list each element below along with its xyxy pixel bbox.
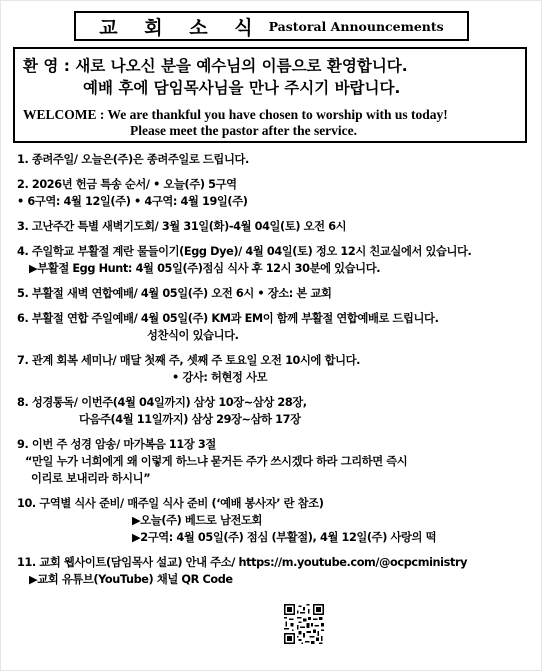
item-10-line2: ▶오늘(주) 베드로 남전도회 xyxy=(132,514,263,527)
item-11: 11. 교회 웹사이트(담임목사 설교) 안내 주소/ https://m.youtube.com/@ocpcministry xyxy=(17,556,468,569)
item-6: 6. 부활절 연합 주일예배/ 4월 05일(주) KM과 EM이 함께 부활절 연합예배로 드립니다. xyxy=(17,312,439,325)
header-title-en: Pastoral Announcements xyxy=(268,18,444,34)
item-7-line2: • 강사: 허현정 사모 xyxy=(172,371,268,384)
announcements-header xyxy=(74,11,469,41)
item-9-verse-line2: 이리로 보내리라 하시니” xyxy=(31,472,151,485)
item-8-line2: 다음주(4월 11일까지) 삼상 29장~삼하 17장 xyxy=(79,413,301,426)
welcome-ko-line1: 환 영 : 새로 나오신 분을 예수님의 이름으로 환영합니다. xyxy=(23,57,408,75)
item-7: 7. 관계 회복 세미나/ 매달 첫째 주, 셋째 주 토요일 오전 10시에 합니다. xyxy=(17,354,360,367)
item-5: 5. 부활절 새벽 연합예배/ 4월 05일(주) 오전 6시 • 장소: 본 교회 xyxy=(17,287,332,300)
welcome-ko-line2: 예배 후에 담임목사님을 만나 주시기 바랍니다. xyxy=(83,79,401,97)
welcome-en-line1: WELCOME : We are thankful you have chosen to worship with us today! xyxy=(23,107,448,122)
item-6-line2: 성찬식이 있습니다. xyxy=(147,329,239,342)
item-8: 8. 성경통독/ 이번주(4월 04일까지) 삼상 10장~삼상 28장, xyxy=(17,396,307,409)
item-2: 2. 2026년 헌금 특송 순서/ • 오늘(주) 5구역 xyxy=(17,178,237,191)
item-10-line3: ▶2구역: 4월 05일(주) 점심 (부활절), 4월 12일(주) 사랑의 떡 xyxy=(132,531,437,544)
item-10: 10. 구역별 식사 준비/ 매주일 식사 준비 (‘예배 봉사자’ 란 참조) xyxy=(17,497,324,510)
announcement-list xyxy=(17,151,537,588)
qr-code-icon[interactable] xyxy=(284,604,324,644)
item-4-line2: ▶부활절 Egg Hunt: 4월 05일(주)점심 식사 후 12시 30분에 있습니다. xyxy=(29,262,381,275)
item-2-line2: • 6구역: 4월 12일(주) • 4구역: 4월 19일(주) xyxy=(17,195,248,208)
welcome-en-line2: Please meet the pastor after the service. xyxy=(130,123,358,138)
item-3: 3. 고난주간 특별 새벽기도회/ 3월 31일(화)-4월 04일(토) 오전 6시 xyxy=(17,220,347,233)
item-9-verse-line1: “만일 누가 너희에게 왜 이렇게 하느냐 묻거든 주가 쓰시겠다 하라 그리하면 즉시 xyxy=(25,455,408,468)
item-1: 1. 종려주일/ 오늘은(주)은 종려주일로 드립니다. xyxy=(17,153,249,166)
header-title-ko: 교 회 소 식 xyxy=(99,16,263,39)
item-4: 4. 주일학교 부활절 계란 물들이기(Egg Dye)/ 4월 04일(토) 정오 12시 친교실에서 있습니다. xyxy=(17,245,472,258)
item-9: 9. 이번 주 성경 암송/ 마가복음 11장 3절 xyxy=(17,438,216,451)
item-11-line2: ▶교회 유튜브(YouTube) 채널 QR Code xyxy=(29,573,233,586)
welcome-box xyxy=(13,47,527,143)
